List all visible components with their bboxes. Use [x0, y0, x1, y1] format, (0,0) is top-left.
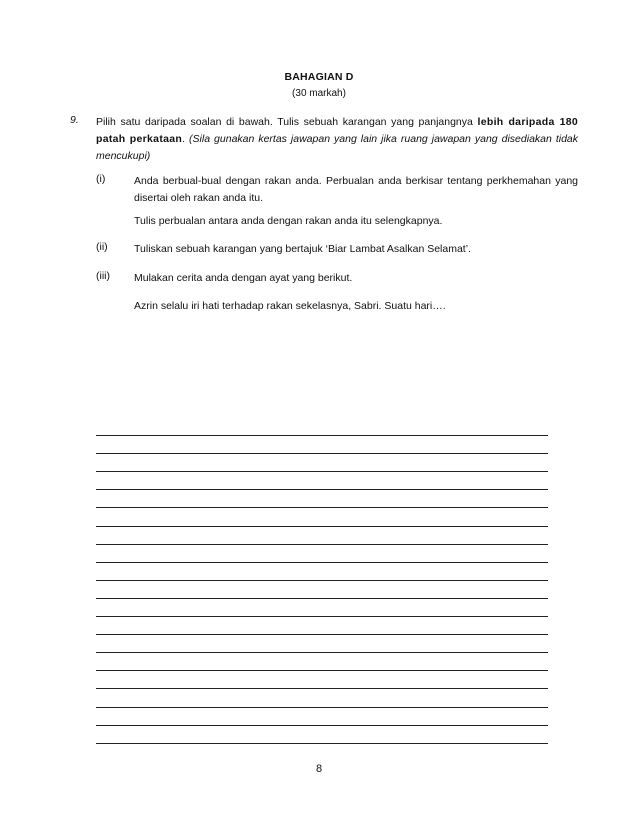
instruction-text-end: . — [182, 133, 190, 145]
answer-line — [96, 507, 548, 508]
answer-line — [96, 743, 548, 744]
word-count-requirement: lebih daripada 180 patah perkataan — [96, 116, 578, 145]
answer-line — [96, 725, 548, 726]
answer-line — [96, 544, 548, 545]
answer-line — [96, 688, 548, 689]
answer-line — [96, 526, 548, 527]
answer-line — [96, 580, 548, 581]
answer-line — [96, 598, 548, 599]
section-marks: (30 markah) — [292, 88, 346, 99]
answer-line — [96, 616, 548, 617]
option-text-iii: Mulakan cerita anda dengan ayat yang berikut. — [134, 272, 353, 284]
option-followup-iii: Azrin selalu iri hati terhadap rakan sekelasnya, Sabri. Suatu hari…. — [134, 300, 446, 312]
option-number-ii: (ii) — [96, 241, 108, 253]
answer-line — [96, 471, 548, 472]
answer-line — [96, 634, 548, 635]
option-followup-i: Tulis perbualan antara anda dengan rakan anda itu selengkapnya. — [134, 215, 443, 227]
instruction-text: Pilih satu daripada soalan di bawah. Tulis sebuah karangan yang panjangnya — [96, 116, 478, 128]
option-number-iii: (iii) — [96, 270, 110, 282]
answer-line — [96, 707, 548, 708]
question-number: 9. — [70, 114, 79, 126]
question-instruction — [96, 114, 578, 165]
section-title: BAHAGIAN D — [284, 71, 354, 83]
answer-line — [96, 562, 548, 563]
option-text-ii: Tuliskan sebuah karangan yang bertajuk ‘Biar Lambat Asalkan Selamat’. — [134, 243, 471, 255]
option-text-i: Anda berbual-bual dengan rakan anda. Perbualan anda berkisar tentang perkhemahan yang disertai oleh rakan anda itu. — [134, 175, 578, 204]
answer-line — [96, 453, 548, 454]
answer-line — [96, 489, 548, 490]
instruction-note: (Sila gunakan kertas jawapan yang lain jika ruang jawapan yang disediakan tidak mencukupi) — [96, 133, 579, 162]
answer-line — [96, 670, 548, 671]
answer-line — [96, 652, 548, 653]
page-number: 8 — [315, 763, 323, 775]
option-number-i: (i) — [96, 173, 106, 185]
answer-line — [96, 435, 548, 436]
